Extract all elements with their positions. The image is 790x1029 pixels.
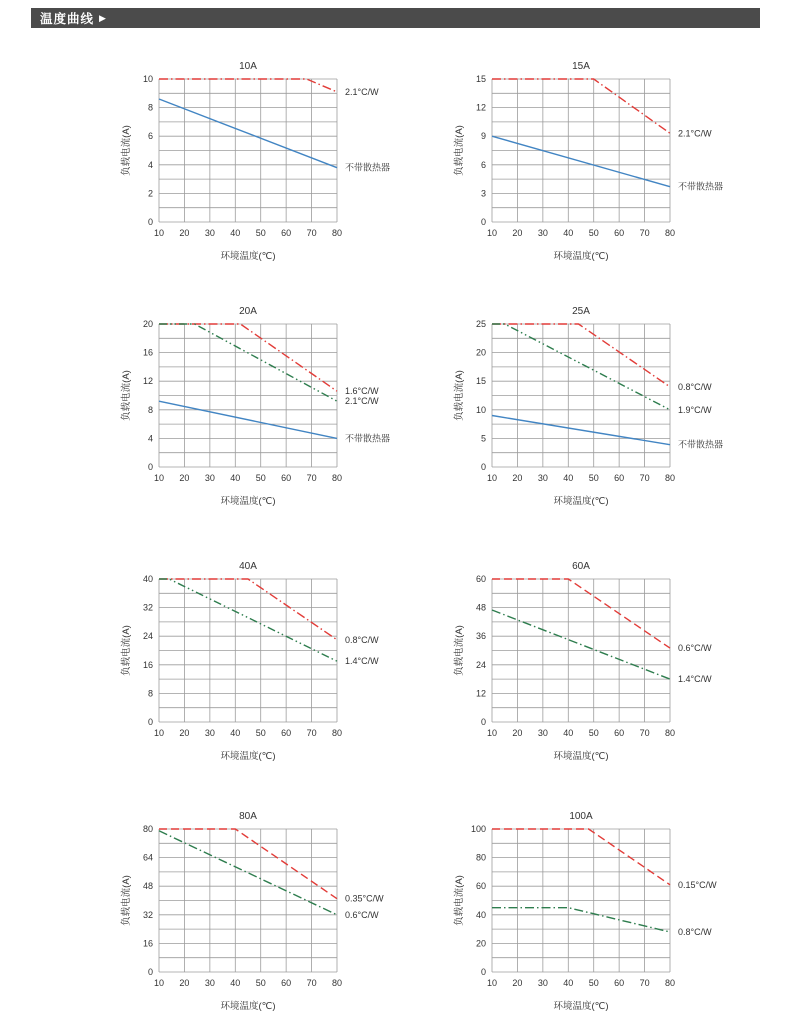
x-tick-label: 60 [614,473,625,483]
y-tick-label: 2 [147,188,153,199]
x-tick-label: 20 [179,473,190,483]
chart-20a [99,302,411,514]
x-tick-label: 20 [512,728,523,738]
y-tick-label: 6 [480,159,486,170]
x-tick-label: 80 [664,228,676,238]
series-label: 1.4°C/W [345,656,379,667]
x-tick-label: 10 [153,728,165,738]
chart-svg [432,57,744,269]
x-tick-label: 80 [664,728,676,738]
y-tick-label: 20 [142,319,153,329]
x-tick-label: 60 [614,728,625,738]
x-tick-label: 80 [331,228,343,238]
series-label: 不带散热器 [345,162,391,173]
x-tick-label: 70 [639,228,650,238]
y-tick-label: 24 [475,659,486,670]
x-axis-label: 环境温度(℃) [220,1001,276,1012]
chart-title: 15A [572,61,590,72]
series-label: 不带散热器 [678,181,724,192]
y-tick-label: 80 [142,824,153,834]
series-line [159,579,337,661]
x-tick-label: 10 [486,728,498,738]
series-label: 0.8°C/W [345,634,379,645]
y-axis-label: 负载电流(A) [454,370,465,421]
grid [492,829,670,972]
y-tick-label: 20 [475,938,486,949]
x-axis-label: 环境温度(℃) [553,496,609,507]
x-tick-label: 30 [537,228,548,238]
y-axis-label: 负载电流(A) [121,875,132,926]
x-tick-label: 40 [230,728,241,738]
chart-svg [432,807,744,1019]
series-label: 2.1°C/W [678,128,712,139]
x-tick-label: 60 [281,978,292,988]
series-label: 1.6°C/W [345,386,379,397]
y-tick-label: 5 [480,433,486,444]
grid [159,579,337,722]
series-line [159,579,337,640]
x-tick-label: 70 [306,978,317,988]
y-tick-label: 8 [147,688,153,699]
series-line [492,79,670,133]
chart-svg [99,807,411,1019]
series-label: 1.4°C/W [678,674,712,685]
x-tick-label: 40 [230,473,241,483]
grid [159,79,337,222]
chart-title: 20A [239,306,257,317]
series-line [492,324,670,387]
series-label: 1.9°C/W [678,404,712,415]
y-tick-label: 16 [142,938,153,949]
series-line [159,401,337,438]
y-tick-label: 10 [475,404,486,415]
grid [492,324,670,467]
x-tick-label: 70 [306,473,317,483]
y-tick-label: 16 [142,659,153,670]
y-axis-label: 负载电流(A) [121,625,132,676]
x-tick-label: 50 [588,978,599,988]
y-tick-label: 9 [480,131,486,142]
y-tick-label: 25 [475,319,486,329]
x-axis-label: 环境温度(℃) [553,1001,609,1012]
y-tick-label: 10 [142,74,153,84]
y-tick-label: 60 [475,881,486,892]
grid [492,579,670,722]
series-line [492,908,670,932]
series-line [159,324,337,401]
series-label: 0.8°C/W [678,926,712,937]
chart-svg [99,57,411,269]
y-axis-label: 负载电流(A) [121,125,132,176]
x-tick-label: 40 [230,228,241,238]
chart-10a [99,57,411,269]
x-tick-label: 20 [179,228,190,238]
x-tick-label: 70 [639,978,650,988]
chart-svg [99,302,411,514]
y-tick-label: 32 [142,909,153,920]
x-tick-label: 60 [614,978,625,988]
y-axis-label: 负载电流(A) [121,370,132,421]
x-tick-label: 40 [563,978,574,988]
chart-title: 40A [239,561,257,572]
y-tick-label: 0 [147,967,153,977]
y-tick-label: 12 [475,102,486,113]
chart-svg [99,557,411,769]
x-tick-label: 50 [255,228,266,238]
series-label: 0.35°C/W [345,893,384,904]
x-tick-label: 20 [179,728,190,738]
x-axis-label: 环境温度(℃) [220,751,276,762]
y-tick-label: 64 [142,852,153,863]
y-tick-label: 0 [480,967,486,977]
x-tick-label: 40 [563,473,574,483]
x-tick-label: 80 [331,473,343,483]
x-tick-label: 80 [331,978,343,988]
x-tick-label: 60 [281,728,292,738]
x-tick-label: 30 [537,728,548,738]
x-axis-label: 环境温度(℃) [553,251,609,262]
grid [159,829,337,972]
chart-15a [432,57,744,269]
chart-title: 60A [572,561,590,572]
x-tick-label: 40 [563,728,574,738]
y-tick-label: 100 [470,824,486,834]
y-tick-label: 6 [147,131,153,142]
series-label: 不带散热器 [678,439,724,450]
x-axis-label: 环境温度(℃) [220,496,276,507]
y-tick-label: 0 [480,462,486,472]
x-tick-label: 20 [512,228,523,238]
y-tick-label: 40 [475,909,486,920]
y-tick-label: 20 [475,347,486,358]
x-tick-label: 30 [537,473,548,483]
series-line [492,579,670,648]
x-tick-label: 50 [255,473,266,483]
series-label: 2.1°C/W [345,396,379,407]
x-tick-label: 10 [486,228,498,238]
y-tick-label: 4 [147,433,153,444]
x-tick-label: 60 [614,228,625,238]
x-tick-label: 30 [204,978,215,988]
section-title: 温度曲线 [40,12,95,26]
series-line [492,610,670,679]
chart-svg [432,302,744,514]
x-tick-label: 50 [588,228,599,238]
y-tick-label: 0 [147,462,153,472]
y-tick-label: 0 [147,217,153,227]
x-axis-label: 环境温度(℃) [553,751,609,762]
x-tick-label: 30 [204,728,215,738]
y-tick-label: 8 [147,102,153,113]
y-tick-label: 15 [475,74,486,84]
y-tick-label: 4 [147,159,153,170]
x-tick-label: 70 [639,728,650,738]
x-tick-label: 50 [255,978,266,988]
x-tick-label: 70 [306,728,317,738]
series-label: 不带散热器 [345,433,391,444]
y-tick-label: 40 [142,574,153,584]
x-tick-label: 20 [512,473,523,483]
grid [159,324,337,467]
x-tick-label: 10 [153,228,165,238]
chart-40a [99,557,411,769]
x-tick-label: 80 [331,728,343,738]
x-tick-label: 40 [230,978,241,988]
x-tick-label: 10 [486,473,498,483]
x-tick-label: 60 [281,228,292,238]
chart-title: 25A [572,306,590,317]
y-tick-label: 36 [475,631,486,642]
x-tick-label: 80 [664,978,676,988]
series-label: 0.15°C/W [678,879,717,890]
x-tick-label: 10 [153,978,165,988]
x-tick-label: 20 [512,978,523,988]
x-tick-label: 50 [255,728,266,738]
y-tick-label: 15 [475,376,486,387]
section-header [31,8,760,28]
y-tick-label: 12 [142,376,153,387]
x-tick-label: 10 [486,978,498,988]
x-tick-label: 30 [204,473,215,483]
series-line [492,829,670,885]
series-label: 0.6°C/W [678,643,712,654]
chevron-right-icon: ▶ [99,12,107,23]
chart-80a [99,807,411,1019]
x-tick-label: 60 [281,473,292,483]
series-label: 0.6°C/W [345,909,379,920]
y-tick-label: 16 [142,347,153,358]
x-tick-label: 70 [639,473,650,483]
chart-title: 80A [239,811,257,822]
y-tick-label: 48 [475,602,486,613]
y-tick-label: 0 [480,717,486,727]
series-line [159,99,337,168]
chart-title: 10A [239,61,257,72]
y-tick-label: 48 [142,881,153,892]
y-tick-label: 8 [147,404,153,415]
y-tick-label: 0 [147,717,153,727]
chart-60a [432,557,744,769]
series-label: 2.1°C/W [345,86,379,97]
y-tick-label: 24 [142,631,153,642]
chart-25a [432,302,744,514]
y-tick-label: 80 [475,852,486,863]
y-tick-label: 32 [142,602,153,613]
chart-100a [432,807,744,1019]
x-tick-label: 30 [204,228,215,238]
series-line [159,829,337,899]
y-tick-label: 12 [475,688,486,699]
y-axis-label: 负载电流(A) [454,125,465,176]
x-axis-label: 环境温度(℃) [220,251,276,262]
x-tick-label: 30 [537,978,548,988]
y-tick-label: 0 [480,217,486,227]
y-axis-label: 负载电流(A) [454,625,465,676]
y-tick-label: 60 [475,574,486,584]
x-tick-label: 50 [588,728,599,738]
x-tick-label: 10 [153,473,165,483]
x-tick-label: 80 [664,473,676,483]
series-line [492,416,670,445]
x-tick-label: 20 [179,978,190,988]
chart-title: 100A [569,811,593,822]
chart-svg [432,557,744,769]
grid [492,79,670,222]
x-tick-label: 50 [588,473,599,483]
y-axis-label: 负载电流(A) [454,875,465,926]
x-tick-label: 70 [306,228,317,238]
series-line [159,79,337,92]
series-label: 0.8°C/W [678,381,712,392]
y-tick-label: 3 [480,188,486,199]
x-tick-label: 40 [563,228,574,238]
